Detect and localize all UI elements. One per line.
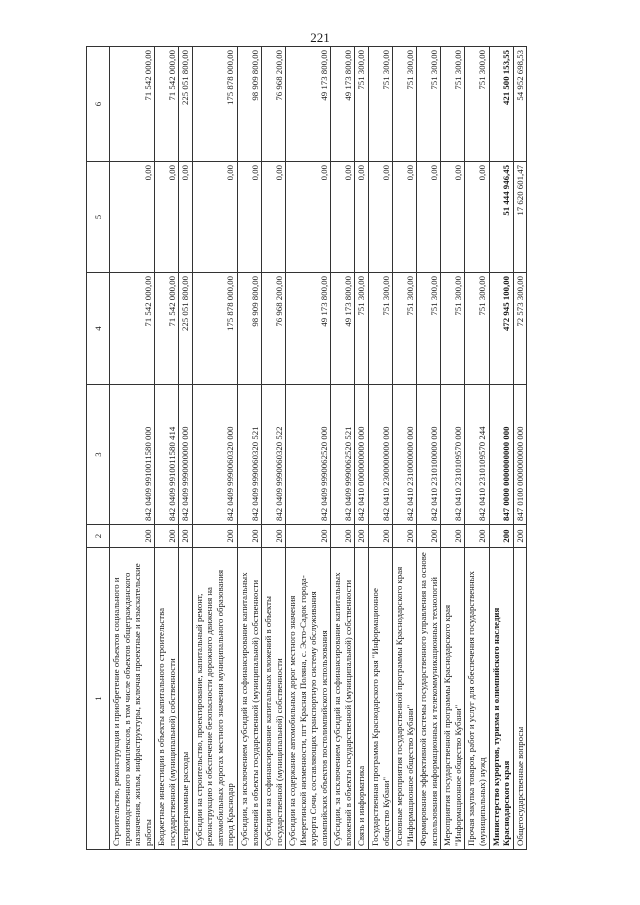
row-version-cell: 200 (513, 525, 527, 548)
row-remainder-amount-cell: 76 968 200,00 (262, 47, 286, 162)
row-version-cell: 200 (369, 525, 393, 548)
row-plan-amount-cell: 751 300,00 (393, 273, 417, 385)
row-code-cell: 842 0409 9990060320 000 (192, 385, 237, 525)
row-version-cell: 200 (155, 525, 179, 548)
row-execution-amount-cell: 0,00 (393, 162, 417, 273)
row-code-cell: 842 0409 9910011580 414 (155, 385, 179, 525)
row-execution-amount-cell: 0,00 (286, 162, 331, 273)
table-row (393, 47, 417, 850)
row-version-cell: 200 (393, 525, 417, 548)
row-remainder-amount-cell: 751 300,00 (393, 47, 417, 162)
header-col-6: 6 (87, 47, 110, 162)
row-name-cell: Связь и информатика (355, 548, 369, 850)
row-code-cell: 842 0409 9990062520 521 (331, 385, 355, 525)
row-version-cell: 200 (417, 525, 441, 548)
table-row (513, 47, 527, 850)
row-execution-amount-cell: 0,00 (110, 162, 155, 273)
header-col-4: 4 (87, 273, 110, 385)
table-header-row (87, 47, 110, 850)
row-remainder-amount-cell: 71 542 000,00 (155, 47, 179, 162)
row-version-cell: 200 (331, 525, 355, 548)
rotated-table-wrapper (86, 47, 606, 850)
row-execution-amount-cell: 17 620 601,47 (513, 162, 527, 273)
row-execution-amount-cell: 0,00 (262, 162, 286, 273)
table-row (355, 47, 369, 850)
row-name-cell: Субсидии, за исключением субсидий на софинансирование капитальных вложений в объекты государственной (муниципальной) собственности (331, 548, 355, 850)
header-col-1: 1 (87, 548, 110, 850)
table-row (110, 47, 155, 850)
row-version-cell: 200 (465, 525, 489, 548)
row-name-cell: Государственная программа Краснодарского края "Информационное общество Кубани" (369, 548, 393, 850)
row-name-cell: Мероприятия государственной программы Краснодарского края "Информационное общество Кубани" (441, 548, 465, 850)
row-name-cell: Субсидии на содержание автомобильных дорог местного значения Имеретинской низменности, пгт Красная Поляна, с. Эсто-Садок города-курорта Сочи, составляющих транспортную систему обслуживания олимпийских объектов постолимпийского использования (286, 548, 331, 850)
row-plan-amount-cell: 472 945 100,00 (489, 273, 513, 385)
row-execution-amount-cell: 0,00 (441, 162, 465, 273)
row-execution-amount-cell: 0,00 (369, 162, 393, 273)
row-name-cell: Общегосударственные вопросы (513, 548, 527, 850)
row-remainder-amount-cell: 751 300,00 (441, 47, 465, 162)
row-version-cell: 200 (489, 525, 513, 548)
row-name-cell: Субсидии на софинансирование капитальных вложений в объекты государственной (муниципальной) собственности (262, 548, 286, 850)
row-remainder-amount-cell: 175 878 000,00 (192, 47, 237, 162)
row-plan-amount-cell: 71 542 000,00 (110, 273, 155, 385)
row-execution-amount-cell: 0,00 (192, 162, 237, 273)
row-code-cell: 847 0000 0000000000 000 (489, 385, 513, 525)
row-execution-amount-cell: 0,00 (355, 162, 369, 273)
row-plan-amount-cell: 751 300,00 (369, 273, 393, 385)
row-version-cell: 200 (192, 525, 237, 548)
row-code-cell: 842 0410 0000000000 000 (355, 385, 369, 525)
row-plan-amount-cell: 98 909 800,00 (238, 273, 262, 385)
row-code-cell: 842 0409 9990060320 522 (262, 385, 286, 525)
row-code-cell: 842 0410 2310000000 000 (393, 385, 417, 525)
row-remainder-amount-cell: 751 300,00 (369, 47, 393, 162)
row-remainder-amount-cell: 98 909 800,00 (238, 47, 262, 162)
table-row (489, 47, 513, 850)
row-code-cell: 847 0100 0000000000 000 (513, 385, 527, 525)
row-code-cell: 842 0410 2310109570 000 (441, 385, 465, 525)
row-name-cell: Субсидии на строительство, проектирование, капитальный ремонт, реконструкцию и обеспечение безопасности дорожного движения на автомобильных дорогах местного значения муниципального образования город Краснодар (192, 548, 237, 850)
row-code-cell: 842 0409 9910011580 000 (110, 385, 155, 525)
table-row (369, 47, 393, 850)
row-version-cell: 200 (441, 525, 465, 548)
table-row (192, 47, 237, 850)
budget-table (86, 46, 527, 850)
row-code-cell: 842 0410 2300000000 000 (369, 385, 393, 525)
row-version-cell: 200 (110, 525, 155, 548)
table-row (417, 47, 441, 850)
table-row (286, 47, 331, 850)
row-plan-amount-cell: 751 300,00 (355, 273, 369, 385)
row-execution-amount-cell: 0,00 (155, 162, 179, 273)
row-execution-amount-cell: 0,00 (417, 162, 441, 273)
header-col-5: 5 (87, 162, 110, 273)
row-plan-amount-cell: 71 542 000,00 (155, 273, 179, 385)
table-row (155, 47, 179, 850)
row-name-cell: Формирование эффективной системы государственного управления на основе использования информационных и телекоммуникационных технологий (417, 548, 441, 850)
row-code-cell: 842 0410 2310100000 000 (417, 385, 441, 525)
row-version-cell: 200 (179, 525, 193, 548)
row-remainder-amount-cell: 421 500 153,55 (489, 47, 513, 162)
row-plan-amount-cell: 49 173 800,00 (286, 273, 331, 385)
row-remainder-amount-cell: 49 173 800,00 (331, 47, 355, 162)
row-plan-amount-cell: 49 173 800,00 (331, 273, 355, 385)
row-remainder-amount-cell: 54 952 698,53 (513, 47, 527, 162)
row-name-cell: Непрограммные расходы (179, 548, 193, 850)
row-name-cell: Министерство курортов, туризма и олимпийского наследия Краснодарского края (489, 548, 513, 850)
page-number: 221 (310, 30, 330, 45)
table-row (331, 47, 355, 850)
row-plan-amount-cell: 72 573 300,00 (513, 273, 527, 385)
row-name-cell: Субсидии, за исключением субсидий на софинансирование капитальных вложений в объекты государственной (муниципальной) собственности (238, 548, 262, 850)
row-code-cell: 842 0409 9990000000 000 (179, 385, 193, 525)
row-remainder-amount-cell: 751 300,00 (417, 47, 441, 162)
row-remainder-amount-cell: 71 542 000,00 (110, 47, 155, 162)
row-remainder-amount-cell: 751 300,00 (355, 47, 369, 162)
table-row (441, 47, 465, 850)
row-name-cell: Прочая закупка товаров, работ и услуг для обеспечения государственных (муниципальных) нужд (465, 548, 489, 850)
row-plan-amount-cell: 751 300,00 (465, 273, 489, 385)
row-remainder-amount-cell: 751 300,00 (465, 47, 489, 162)
row-execution-amount-cell: 0,00 (179, 162, 193, 273)
row-execution-amount-cell: 0,00 (331, 162, 355, 273)
row-code-cell: 842 0409 9990060320 521 (238, 385, 262, 525)
row-version-cell: 200 (262, 525, 286, 548)
header-col-3: 3 (87, 385, 110, 525)
row-code-cell: 842 0410 2310109570 244 (465, 385, 489, 525)
row-execution-amount-cell: 0,00 (238, 162, 262, 273)
row-code-cell: 842 0409 9990062520 000 (286, 385, 331, 525)
table-row (179, 47, 193, 850)
table-row (238, 47, 262, 850)
row-version-cell: 200 (238, 525, 262, 548)
row-execution-amount-cell: 51 444 946,45 (489, 162, 513, 273)
header-col-2: 2 (87, 525, 110, 548)
row-version-cell: 200 (286, 525, 331, 548)
row-plan-amount-cell: 751 300,00 (417, 273, 441, 385)
row-execution-amount-cell: 0,00 (465, 162, 489, 273)
table-row (465, 47, 489, 850)
row-name-cell: Строительство, реконструкция и приобретение объектов социального и производственного комплексов, в том числе объектов общегражданского назначения, жилья, инфраструктуры, включая проектные и изыскательские работы (110, 548, 155, 850)
row-plan-amount-cell: 751 300,00 (441, 273, 465, 385)
row-remainder-amount-cell: 225 051 800,00 (179, 47, 193, 162)
row-plan-amount-cell: 225 051 800,00 (179, 273, 193, 385)
row-remainder-amount-cell: 49 173 800,00 (286, 47, 331, 162)
table-row (262, 47, 286, 850)
row-version-cell: 200 (355, 525, 369, 548)
row-plan-amount-cell: 175 878 000,00 (192, 273, 237, 385)
row-name-cell: Бюджетные инвестиции в объекты капитального строительства государственной (муниципальной) собственности (155, 548, 179, 850)
row-name-cell: Основные мероприятия государственной программы Краснодарского края "Информационное общество Кубани" (393, 548, 417, 850)
row-plan-amount-cell: 76 968 200,00 (262, 273, 286, 385)
